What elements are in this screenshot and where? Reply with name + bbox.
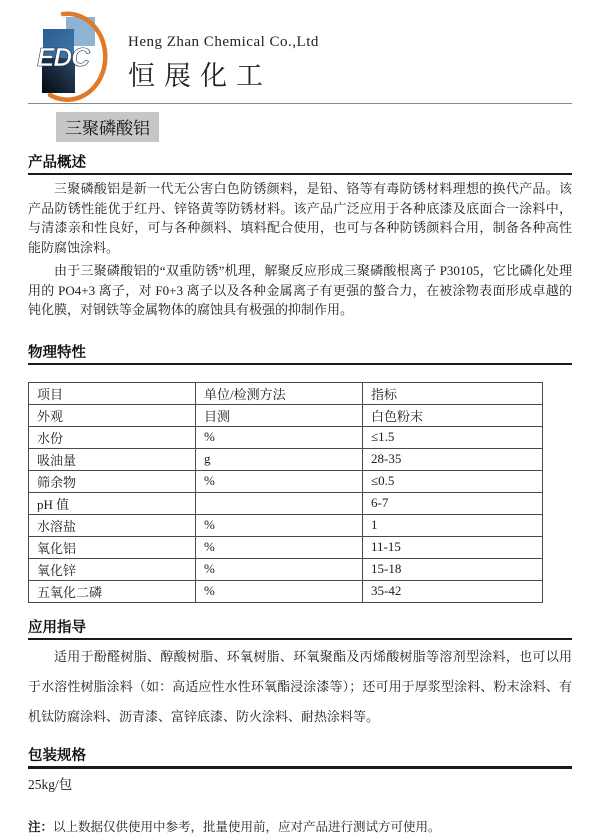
table-header-cell: 指标 xyxy=(363,382,543,404)
company-name-chinese: 恒展化工 xyxy=(128,61,272,91)
table-cell: 1 xyxy=(363,514,543,536)
table-cell xyxy=(196,492,363,514)
table-cell: 28-35 xyxy=(363,448,543,470)
table-header-cell: 项目 xyxy=(29,382,196,404)
table-cell: % xyxy=(196,558,363,580)
table-row xyxy=(29,426,543,448)
table-cell: 外观 xyxy=(29,404,196,426)
section-heading-application: 应用指导 xyxy=(28,616,572,640)
table-cell: ≤0.5 xyxy=(363,470,543,492)
table-row xyxy=(29,514,543,536)
application-paragraph: 适用于酚醛树脂、醇酸树脂、环氧树脂、环氧聚酯及丙烯酸树脂等溶剂型涂料，也可以用于水溶性树脂涂料（如：高适应性水性环氧酯浸涂漆等）；还可用于厚浆型涂料、粉末涂料、有机钛防腐涂料、沥青漆、富锌底漆、防火涂料、耐热涂料等。 xyxy=(28,648,572,724)
table-cell: 水份 xyxy=(29,426,196,448)
table-cell: % xyxy=(196,514,363,536)
note-label: 注： xyxy=(28,819,54,834)
table-row xyxy=(29,404,543,426)
table-cell: 6-7 xyxy=(363,492,543,514)
overview-paragraph-1: 三聚磷酸铝是新一代无公害白色防锈颜料，是铅、铬等有毒防锈材料理想的换代产品。该产品防锈性能优于红丹、锌铬黄等防锈材料。该产品广泛应用于各种底漆及底面合一涂料中，与清漆亲和性良好，可与各种颜料、填料配合使用，也可与各种防锈颜料合用，制备各种高性能防腐蚀涂料。 xyxy=(28,181,572,255)
table-cell: 氧化锌 xyxy=(29,558,196,580)
table-cell: ≤1.5 xyxy=(363,426,543,448)
header-divider xyxy=(28,103,572,104)
table-row xyxy=(29,492,543,514)
table-cell: % xyxy=(196,426,363,448)
table-cell: % xyxy=(196,470,363,492)
table-cell: 15-18 xyxy=(363,558,543,580)
properties-table xyxy=(28,382,543,603)
table-cell: 吸油量 xyxy=(29,448,196,470)
logo-edc-text: EDC xyxy=(37,42,89,72)
table-row xyxy=(29,536,543,558)
table-row xyxy=(29,580,543,602)
packaging-spec: 25kg/包 xyxy=(28,776,73,792)
table-cell: 水溶盐 xyxy=(29,514,196,536)
table-row xyxy=(29,448,543,470)
table-cell: 35-42 xyxy=(363,580,543,602)
product-title-row xyxy=(56,112,572,142)
table-cell: 目测 xyxy=(196,404,363,426)
product-title: 三聚磷酸铝 xyxy=(56,112,159,142)
table-cell: 白色粉末 xyxy=(363,404,543,426)
table-cell: 五氧化二磷 xyxy=(29,580,196,602)
table-cell: 氧化铝 xyxy=(29,536,196,558)
note-text: 以上数据仅供使用中参考，批量使用前，应对产品进行测试方可使用。 xyxy=(53,819,441,834)
edc-logo xyxy=(30,10,114,102)
table-row xyxy=(29,558,543,580)
company-name-english: Heng Zhan Chemical Co.,Ltd xyxy=(128,34,319,50)
overview-paragraph-2: 由于三聚磷酸铝的“双重防锈”机理，解聚反应形成三聚磷酸根离子 P30105，它比磷化处理用的 PO4+3 离子，对 F0+3 离子以及各种金属离子有更强的螯合力，在被涂物表面形成卓越的钝化膜，对钢铁等金属物体的腐蚀具有极强的抑制作用。 xyxy=(28,263,572,317)
table-cell: 筛余物 xyxy=(29,470,196,492)
document-body xyxy=(28,112,572,835)
section-heading-overview: 产品概述 xyxy=(28,151,572,175)
section-heading-packaging: 包装规格 xyxy=(28,744,572,769)
table-header-row xyxy=(29,382,543,404)
table-cell: % xyxy=(196,536,363,558)
table-cell: % xyxy=(196,580,363,602)
table-cell: 11-15 xyxy=(363,536,543,558)
table-cell: pH 值 xyxy=(29,492,196,514)
section-heading-properties: 物理特性 xyxy=(28,341,572,365)
footer-note xyxy=(28,817,572,835)
table-row xyxy=(29,470,543,492)
header-names xyxy=(128,10,319,100)
table-header-cell: 单位/检测方法 xyxy=(196,382,363,404)
table-cell: g xyxy=(196,448,363,470)
header xyxy=(0,0,600,100)
